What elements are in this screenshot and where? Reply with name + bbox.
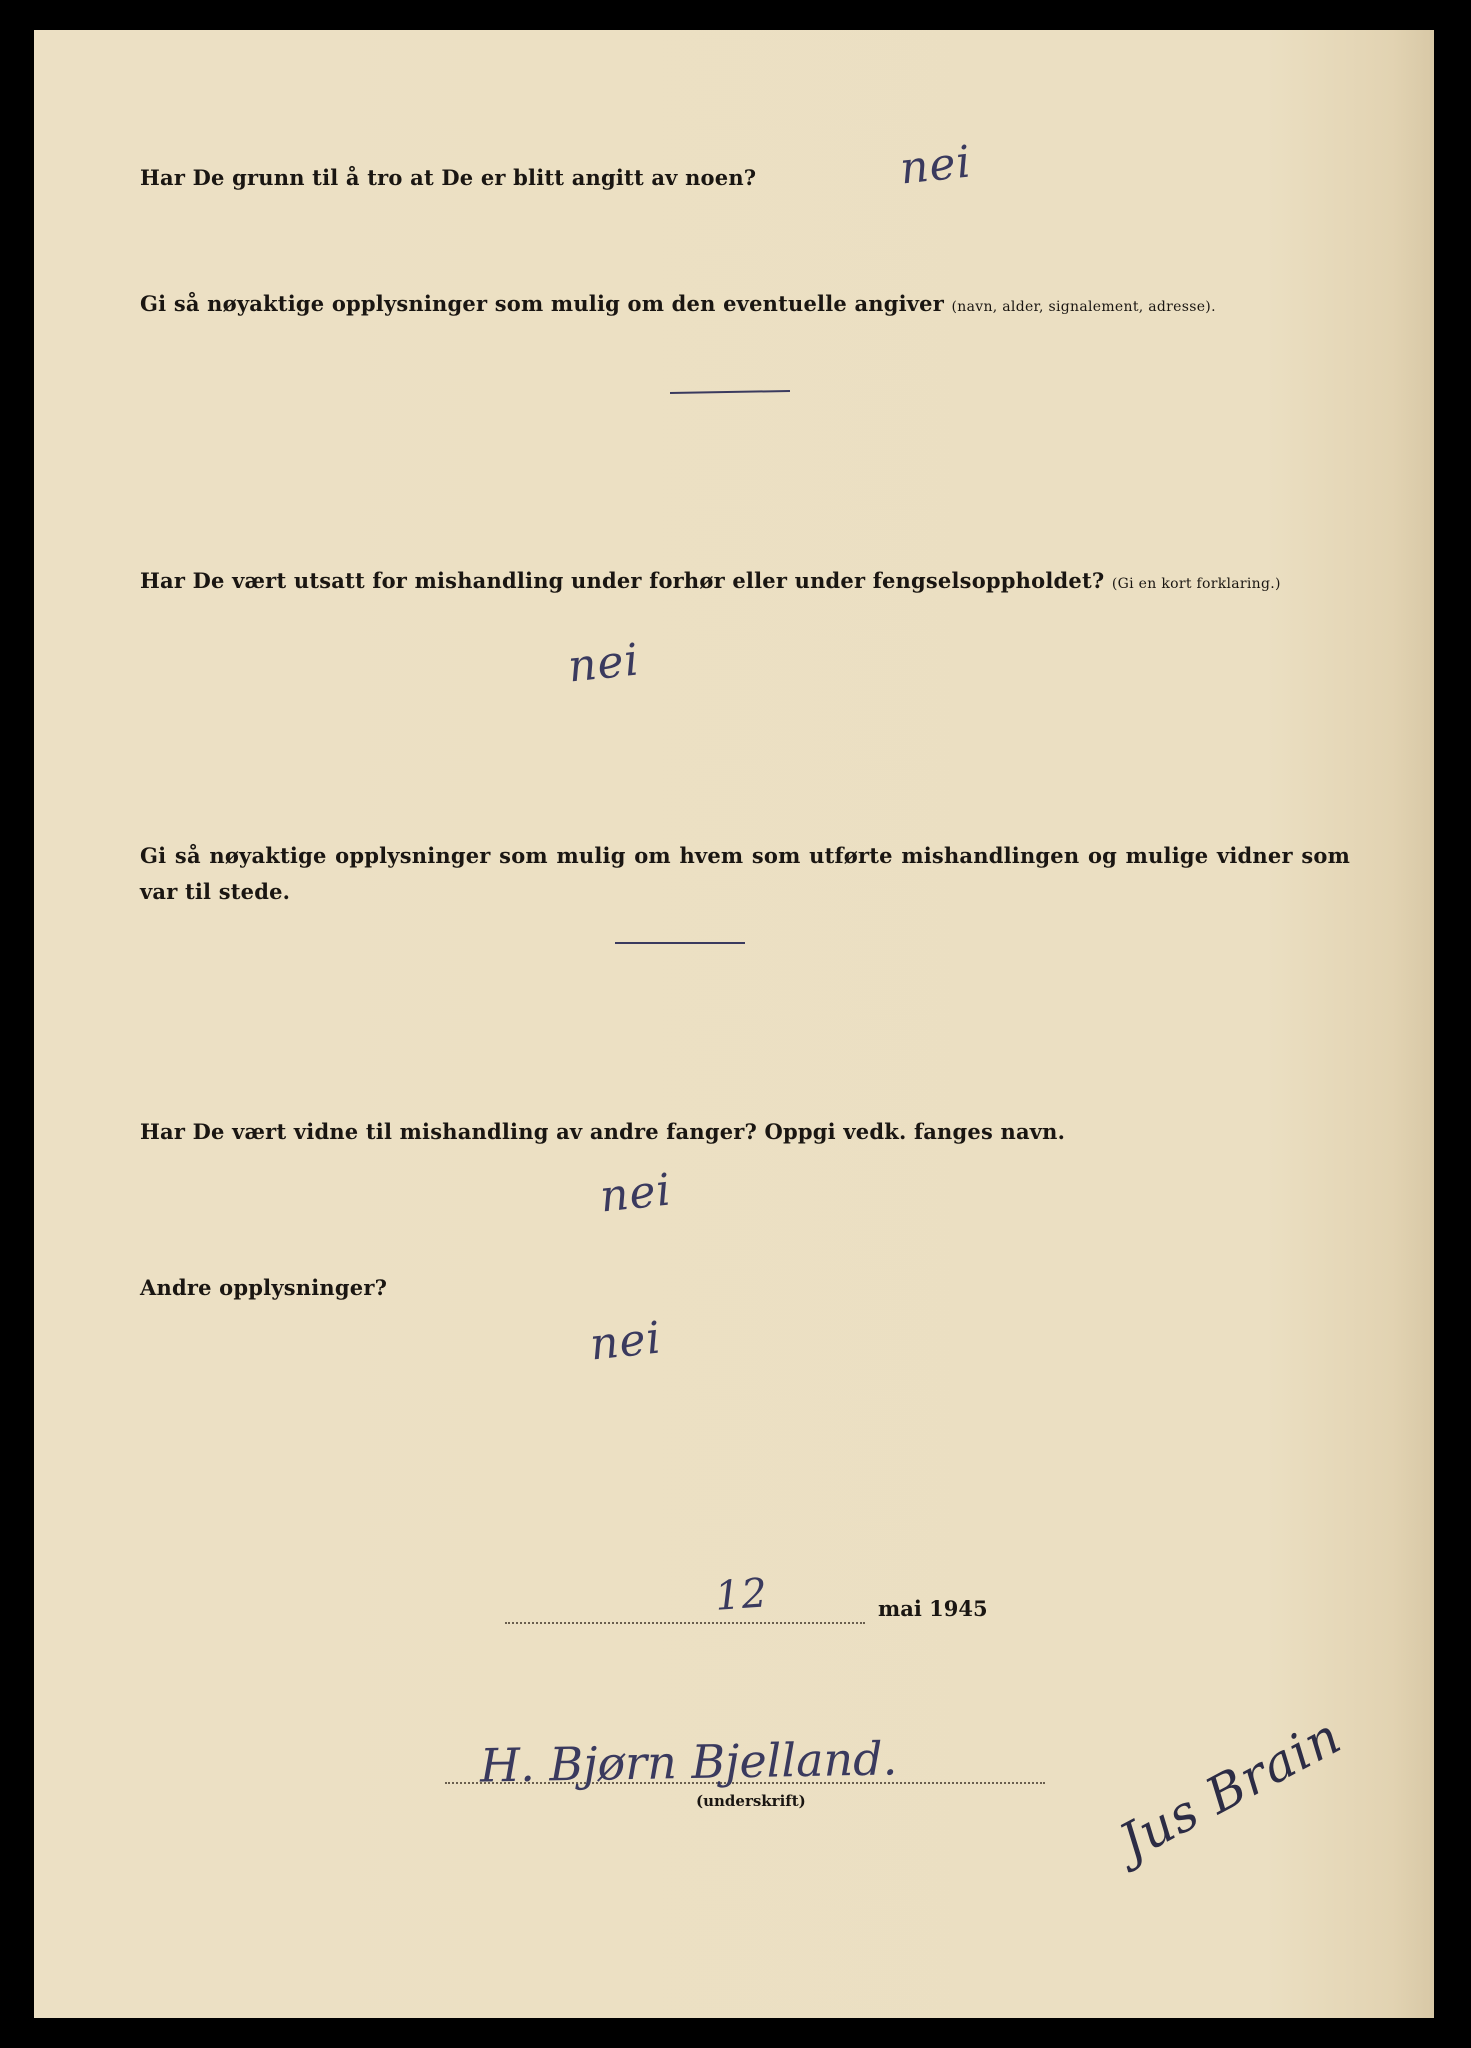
answer-mishandling: nei — [565, 634, 642, 693]
question-vidne-text: Har De vært vidne til mishandling av andre fanger? Oppgi vedk. fanges navn. — [140, 1119, 1066, 1144]
question-mishandling-note: (Gi en kort forklaring.) — [1111, 576, 1281, 592]
signature: H. Bjørn Bjelland. — [479, 1731, 898, 1793]
question-vidne — [140, 1114, 1065, 1150]
answer-angitt: nei — [897, 136, 974, 195]
question-mishandler-info — [140, 838, 1350, 910]
signature-caption: (underskrift) — [696, 1792, 806, 1810]
answer-vidne: nei — [597, 1164, 674, 1223]
question-angiver-info-note: (navn, alder, signalement, adresse). — [951, 299, 1216, 315]
question-andre-text: Andre opplysninger? — [140, 1275, 388, 1300]
question-angitt-text: Har De grunn til å tro at De er blitt angitt av noen? — [140, 165, 757, 190]
answer-mishandler-dash — [615, 942, 745, 944]
date-line — [505, 1622, 865, 1624]
document-page — [34, 30, 1434, 2018]
question-andre — [140, 1270, 387, 1306]
answer-andre: nei — [587, 1312, 664, 1371]
question-mishandling-text: Har De vært utsatt for mishandling under forhør eller under fengselsoppholdet? — [140, 568, 1105, 593]
margin-note: Jus Brain — [1110, 1706, 1351, 1872]
date-month-year: mai 1945 — [878, 1596, 988, 1621]
question-angiver-info-text: Gi så nøyaktige opplysninger som mulig om den eventuelle angiver — [140, 291, 945, 316]
question-angitt — [140, 160, 756, 196]
date-day: 12 — [713, 1570, 770, 1620]
question-mishandling — [140, 563, 1281, 602]
question-angiver-info — [140, 286, 1216, 325]
question-mishandler-info-text: Gi så nøyaktige opplysninger som mulig om hvem som utførte mishandlingen og mulige vidner som var til stede. — [140, 843, 1350, 904]
